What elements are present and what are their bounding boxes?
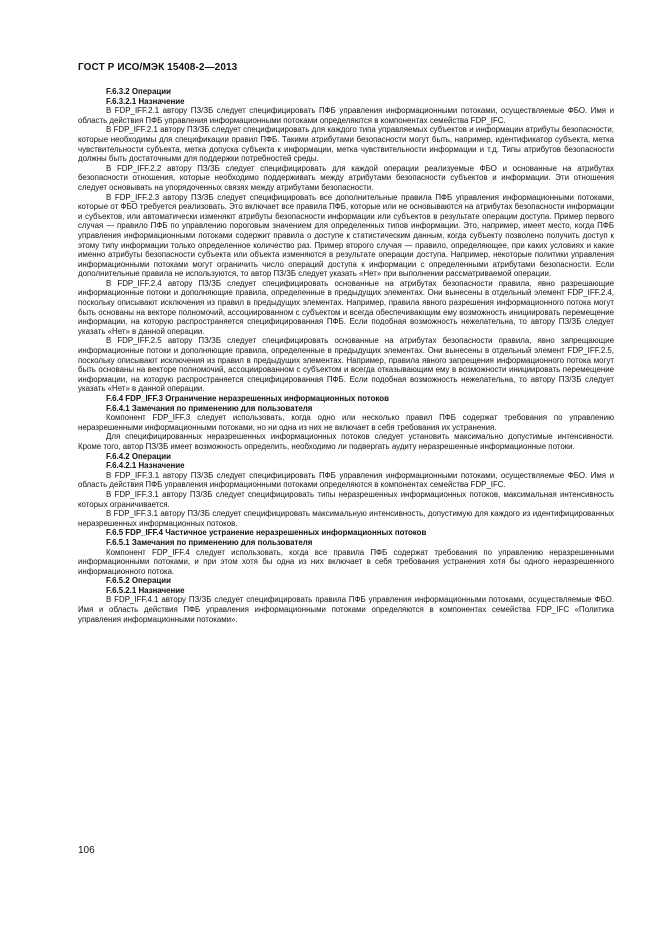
section-heading: F.6.5.2.1 Назначение: [106, 585, 185, 595]
paragraph: В FDP_IFF.3.1 автору ПЗ/ЗБ следует специфицировать максимальную интенсивность, допустимую для каждого из идентифицированных неразрешенных информационных потоков.: [78, 509, 614, 528]
paragraph: Для специфицированных неразрешенных информационных потоков следует установить максимально допустимые интенсивности. Кроме того, автор ПЗ/ЗБ имеет возможность определить, необходимо ли подвергать аудиту неразрешенные информационные потоки.: [78, 432, 614, 451]
paragraph: В FDP_IFF.2.4 автору ПЗ/ЗБ следует специфицировать основанные на атрибутах безопасности правила, явно разрешающие информационные потоки и дополняющие правила, определенные в предыдущих элементах. Они вынесены в отдельный элемент FDP_IFF.2.4, поскольку описывают исключения из правил в предыдущих элементах. Например, правила явного разрешения информационного потока могут быть основаны на векторе полномочий, ассоциированном с субъектом и всегда обеспечивающим ему возможность инициировать перемещение информации, на которую распространяется специфицированная ПФБ. Если подобная возможность нежелательна, то автору ПЗ/ЗБ следует указать «Нет» в данной операции.: [78, 278, 614, 336]
section-heading: F.6.5 FDP_IFF.4 Частичное устранение неразрешенных информационных потоков: [106, 528, 427, 538]
section-heading: F.6.4.1 Замечания по применению для пользователя: [106, 403, 313, 413]
section-heading: F.6.3.2 Операции: [106, 87, 171, 96]
paragraph: В FDP_IFF.2.1 автору ПЗ/ЗБ следует специфицировать для каждого типа управляемых субъектов и информации атрибуты безопасности, которые необходимы для спецификации правил ПФБ. Такими атрибутами безопасности могут быть, например, идентификатор субъекта, метка чувствительности субъекта, метка допуска субъекта к информации, метка чувствительности информации и т.д. Типы атрибутов безопасности должны быть достаточными для поддержки потребностей среды.: [78, 125, 614, 164]
paragraph: В FDP_IFF.2.2 автору ПЗ/ЗБ следует специфицировать для каждой операции реализуемые ФБО и основанные на атрибутах безопасности отношения, которые необходимо поддерживать между атрибутами безопасности субъектов и информации. Эти отношения следует основывать на упорядоченных связях между атрибутами безопасности.: [78, 163, 614, 192]
section-heading: F.6.5.1 Замечания по применению для пользователя: [106, 537, 313, 547]
document-header: ГОСТ Р ИСО/МЭК 15408-2—2013: [78, 62, 238, 73]
section-heading: F.6.5.2 Операции: [106, 576, 171, 586]
section-heading: F.6.4.2.1 Назначение: [106, 461, 185, 471]
page-number: 106: [78, 845, 95, 856]
paragraph: Компонент FDP_IFF.3 следует использовать, когда одно или несколько правил ПФБ содержат требования по управлению неразрешенными информационными потоками, но ни одна из них не включает в себя требования их устранения.: [78, 413, 614, 432]
paragraph: В FDP_IFF.2.5 автору ПЗ/ЗБ следует специфицировать основанные на атрибутах безопасности правила, явно запрещающие информационные потоки и дополняющие правила, определенные в предыдущих элементах. Они вынесены в отдельный элемент FDP_IFF.2.5, поскольку описывают исключения из правил в предыдущих элементах. Например, правила явного запрещения информационного потока могут быть основаны на векторе полномочий, ассоциированном с субъектом и всегда отказывающим ему в возможности инициировать перемещение информации, на которую распространяется специфицированная ПФБ. Если подобная возможность нежелательна, то автору ПЗ/ЗБ следует указать «Нет» в данной операции.: [78, 336, 614, 394]
page-content: [78, 87, 614, 624]
paragraph: В FDP_IFF.4.1 автору ПЗ/ЗБ следует специфицировать правила ПФБ управления информационными потоками, осуществляемые ФБО. Имя и область действия ПФБ управления информационными потоками определяются в компонентах семейства FDP_IFC «Политика управления информационными потоками».: [78, 595, 614, 624]
paragraph: В FDP_IFF.3.1 автору ПЗ/ЗБ следует специфицировать ПФБ управления информационными потоками, осуществляемые ФБО. Имя и область действия ПФБ управления информационными потоками определяются в компонентах семейства FDP_IFC.: [78, 470, 614, 490]
paragraph: Компонент FDP_IFF.4 следует использовать, когда все правила ПФБ содержат требования по управлению неразрешенными информационными потоками, и при этом хотя бы одна из них включает в себя требования устранения хотя бы одного неразрешенного информационного потока.: [78, 547, 614, 576]
paragraph: В FDP_IFF.3.1 автору ПЗ/ЗБ следует специфицировать типы неразрешенных информационных потоков, максимальная интенсивность которых ограничивается.: [78, 489, 614, 509]
paragraph: В FDP_IFF.2.1 автору ПЗ/ЗБ следует специфицировать ПФБ управления информационными потоками, осуществляемые ФБО. Имя и область действия ПФБ управления информационными потоками определяются в компонентах семейства FDP_IFC.: [78, 106, 614, 125]
paragraph: В FDP_IFF.2.3 автору ПЗ/ЗБ следует специфицировать все дополнительные правила ПФБ управления информационными потоками, которые от ФБО требуется реализовать. Это включает все правила ПФБ, которые или не основываются на атрибутах безопасности информации и субъектов, или автоматически изменяют атрибуты безопасности информации или субъектов в результате операции доступа. Пример первого случая — правило ПФБ по управлению пороговым значением для определенных типов информации. Это, например, имеет место, когда ПФБ управления информационными потоками содержит правила о доступе к статистическим данным, когда субъекту позволено получить доступ к этому типу информации только определенное количество раз. Пример второго случая — правило, определяющее, при каких условиях и какие именно атрибуты безопасности субъекта или объекта изменяются в результате операции доступа. Например, некоторые политики управления информационными потоками могут ограничить число операций доступа к информации с определенными атрибутами безопасности. Если дополнительные правила не используются, то автор ПЗ/ЗБ следует указать «Нет» при выполнении рассматриваемой операции.: [78, 192, 614, 279]
section-heading: F.6.4.2 Операции: [106, 451, 171, 461]
section-heading: F.6.3.2.1 Назначение: [106, 96, 185, 106]
section-heading: F.6.4 FDP_IFF.3 Ограничение неразрешенных информационных потоков: [106, 394, 389, 403]
